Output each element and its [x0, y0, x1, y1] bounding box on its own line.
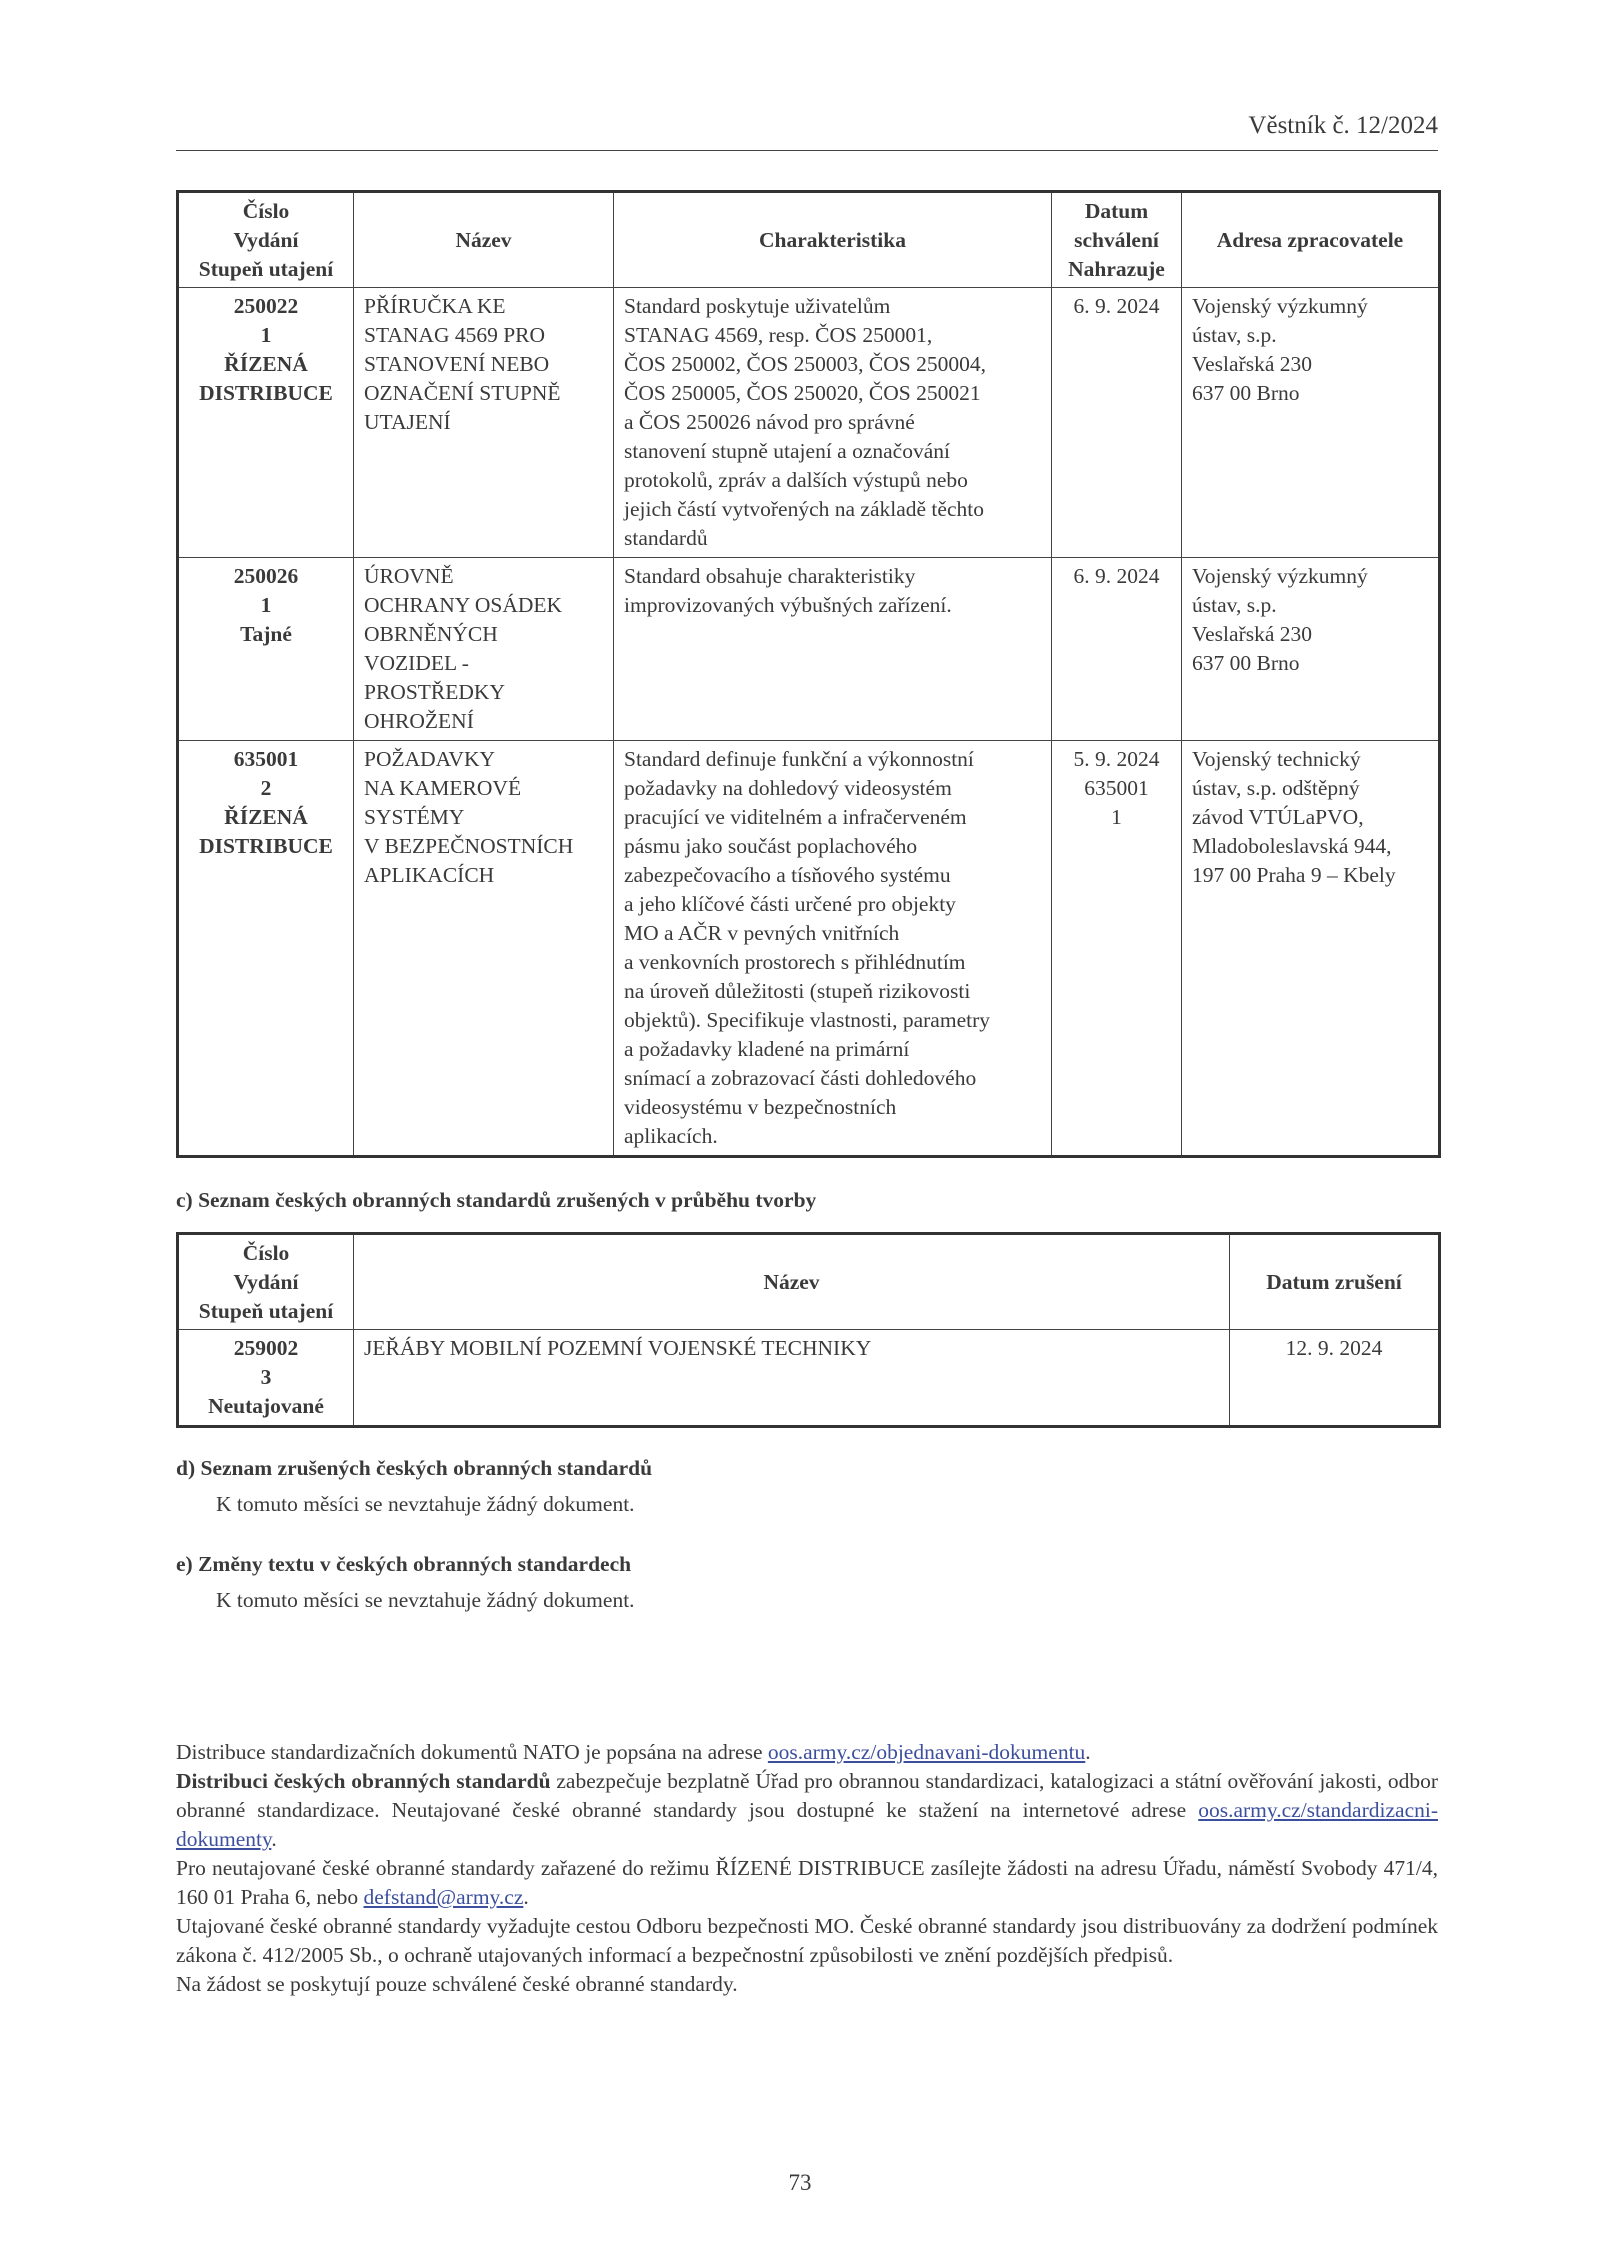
table-row: [178, 288, 1440, 558]
col-header-nazev: Název: [354, 1234, 1230, 1330]
cell-nazev: JEŘÁBY MOBILNÍ POZEMNÍ VOJENSKÉ TECHNIKY: [354, 1330, 1230, 1427]
cell-charakteristika: Standard obsahuje charakteristiky improvizovaných výbušných zařízení.: [614, 558, 1052, 741]
cell-adresa: Vojenský výzkumný ústav, s.p. Veslařská 230 637 00 Brno: [1182, 288, 1440, 558]
table-row: [178, 741, 1440, 1157]
page-number: 73: [788, 2170, 812, 2195]
cell-charakteristika: Standard definuje funkční a výkonnostní požadavky na dohledový videosystém pracující ve viditelném a infračerveném pásmu jako součást poplachového zabezpečovacího a tísňového systému a jeho klíčové části určené pro objekty MO a AČR v pevných vnitřních a venkovních prostorech s přihlédnutím na úroveň důležitosti (stupeň rizikovosti objektů). Specifikuje vlastnosti, parametry a požadavky kladené na primární snímací a zobrazovací části dohledového videosystému v bezpečnostních aplikacích.: [614, 741, 1052, 1157]
nato-ordering-link[interactable]: oos.army.cz/objednavani-dokumentu: [767, 1740, 1086, 1764]
journal-header: [176, 112, 1438, 151]
col-header-adresa: Adresa zpracovatele: [1182, 192, 1440, 288]
footer-paragraph: Distribuce standardizačních dokumentů NATO je popsána na adrese oos.army.cz/objednavani-dokumentu.: [176, 1740, 1091, 1764]
cell-cislo: 259002 3 Neutajované: [178, 1330, 354, 1427]
standards-table: [176, 190, 1441, 1158]
cell-nazev: ÚROVNĚ OCHRANY OSÁDEK OBRNĚNÝCH VOZIDEL - PROSTŘEDKY OHROŽENÍ: [354, 558, 614, 741]
cell-cislo: 635001 2 ŘÍZENÁ DISTRIBUCE: [178, 741, 354, 1157]
cell-cislo: 250026 1 Tajné: [178, 558, 354, 741]
section-e-text: K tomuto měsíci se nevztahuje žádný dokument.: [216, 1588, 635, 1612]
col-header-charakteristika: Charakteristika: [614, 192, 1052, 288]
footer-paragraph: Utajované české obranné standardy vyžadujte cestou Odboru bezpečnosti MO. České obranné standardy jsou distribuovány za dodržení podmínek zákona č. 412/2005 Sb., o ochraně utajovaných informací a bezpečnostní způsobilosti ve znění pozdějších předpisů.: [176, 1914, 1438, 1967]
standards-download-link[interactable]: oos.army.cz/standardizacni-dokumenty: [176, 1798, 1438, 1851]
col-header-cislo: Číslo Vydání Stupeň utajení: [178, 1234, 354, 1330]
section-d-title: d) Seznam zrušených českých obranných standardů: [176, 1456, 653, 1480]
cell-datum-zruseni: 12. 9. 2024: [1230, 1330, 1440, 1427]
footer-paragraph: Na žádost se poskytují pouze schválené české obranné standardy.: [176, 1972, 738, 1996]
cell-charakteristika: Standard poskytuje uživatelům STANAG 4569, resp. ČOS 250001, ČOS 250002, ČOS 250003, ČOS 250004, ČOS 250005, ČOS 250020, ČOS 250021 a ČOS 250026 návod pro správné stanovení stupně utajení a označování protokolů, zpráv a dalších výstupů nebo jejich částí vytvořených na základě těchto standardů: [614, 288, 1052, 558]
cancelled-standards-table: [176, 1232, 1441, 1428]
cell-datum: 5. 9. 2024 635001 1: [1052, 741, 1182, 1157]
col-header-datum: Datum schválení Nahrazuje: [1052, 192, 1182, 288]
table-row: [178, 1330, 1440, 1427]
cell-cislo: 250022 1 ŘÍZENÁ DISTRIBUCE: [178, 288, 354, 558]
cell-adresa: Vojenský výzkumný ústav, s.p. Veslařská 230 637 00 Brno: [1182, 558, 1440, 741]
table-header-row: [178, 1234, 1440, 1330]
journal-title: Věstník č. 12/2024: [1248, 112, 1438, 139]
col-header-nazev: Název: [354, 192, 614, 288]
cell-datum: 6. 9. 2024: [1052, 558, 1182, 741]
cell-adresa: Vojenský technický ústav, s.p. odštěpný závod VTÚLaPVO, Mladoboleslavská 944, 197 00 Praha 9 – Kbely: [1182, 741, 1440, 1157]
cell-nazev: POŽADAVKY NA KAMEROVÉ SYSTÉMY V BEZPEČNOSTNÍCH APLIKACÍCH: [354, 741, 614, 1157]
section-d-text: K tomuto měsíci se nevztahuje žádný dokument.: [216, 1492, 635, 1516]
footer-paragraph: Distribuci českých obranných standardů zabezpečuje bezplatně Úřad pro obrannou standardizaci, katalogizaci a státní ověřování jakosti, odbor obranné standardizace. Neutajované české obranné standardy jsou dostupné ke stažení na internetové adrese oos.army.cz/standardizacni-dokumenty.: [176, 1769, 1438, 1851]
distribution-info: [176, 1738, 1438, 1999]
section-c-title: c) Seznam českých obranných standardů zrušených v průběhu tvorby: [176, 1188, 817, 1212]
footer-paragraph: Pro neutajované české obranné standardy zařazené do režimu ŘÍZENÉ DISTRIBUCE zasílejte žádosti na adresu Úřadu, náměstí Svobody 471/4, 160 01 Praha 6, nebo defstand@army.cz.: [176, 1856, 1438, 1909]
cell-nazev: PŘÍRUČKA KE STANAG 4569 PRO STANOVENÍ NEBO OZNAČENÍ STUPNĚ UTAJENÍ: [354, 288, 614, 558]
defstand-email-link[interactable]: defstand@army.cz: [363, 1885, 524, 1909]
section-e-title: e) Změny textu v českých obranných standardech: [176, 1552, 632, 1576]
table-row: [178, 558, 1440, 741]
cell-datum: 6. 9. 2024: [1052, 288, 1182, 558]
table-header-row: [178, 192, 1440, 288]
col-header-cislo: Číslo Vydání Stupeň utajení: [178, 192, 354, 288]
col-header-datum-zruseni: Datum zrušení: [1230, 1234, 1440, 1330]
